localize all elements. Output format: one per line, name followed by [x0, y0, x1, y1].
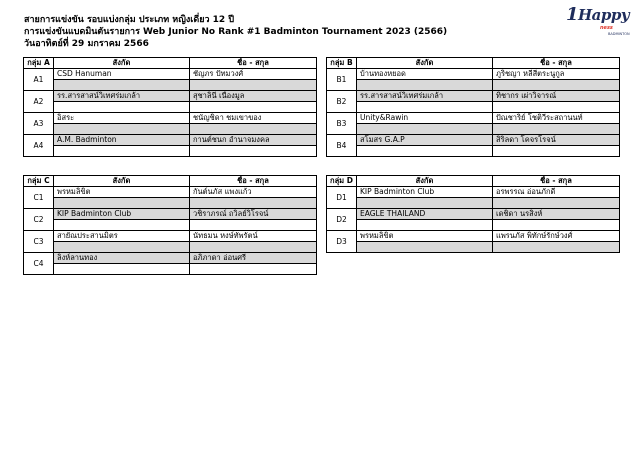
- group-a-table: [23, 57, 317, 157]
- logo-tag: BADMINTON: [608, 32, 630, 36]
- player-name-cell: สิริลดา โคจรโรจน์: [493, 135, 620, 146]
- blank-cell: [493, 220, 620, 231]
- seed-code: A3: [24, 113, 54, 135]
- blank-cell: [190, 102, 317, 113]
- seed-code: A1: [24, 69, 54, 91]
- player-name-cell: อรพรรณ อ่อนภักดี: [493, 187, 620, 198]
- blank-cell: [493, 198, 620, 209]
- blank-cell: [493, 80, 620, 91]
- group-label: กลุ่ม A: [24, 58, 54, 69]
- player-name-cell: สุชาลินี เนื่องมูล: [190, 91, 317, 102]
- seed-code: A4: [24, 135, 54, 157]
- blank-cell: [357, 242, 493, 253]
- header-line-2: การแข่งขันแบดมินตันรายการ Web Junior No Rank #1 Badminton Tournament 2023 (2566): [24, 27, 448, 37]
- club-cell: อิสระ: [54, 113, 190, 124]
- seed-code: C4: [24, 253, 54, 275]
- seed-code: C1: [24, 187, 54, 209]
- seed-code: B3: [327, 113, 357, 135]
- blank-cell: [357, 102, 493, 113]
- group-label: กลุ่ม B: [327, 58, 357, 69]
- club-cell: สายัณประสานมิตร: [54, 231, 190, 242]
- column-name-header: ชื่อ - สกุล: [190, 58, 317, 69]
- blank-cell: [493, 146, 620, 157]
- blank-cell: [493, 124, 620, 135]
- seed-code: B1: [327, 69, 357, 91]
- blank-cell: [357, 220, 493, 231]
- club-cell: รร.สารสาสน์วิเทศร่มเกล้า: [54, 91, 190, 102]
- blank-cell: [190, 220, 317, 231]
- header-line-3: วันอาทิตย์ที่ 29 มกราคม 2566: [24, 39, 149, 49]
- club-cell: Unity&Rawin: [357, 113, 493, 124]
- column-club-header: สังกัด: [357, 58, 493, 69]
- logo-sub: ness: [600, 25, 613, 31]
- group-label: กลุ่ม C: [24, 176, 54, 187]
- club-cell: KIP Badminton Club: [357, 187, 493, 198]
- club-cell: KIP Badminton Club: [54, 209, 190, 220]
- column-club-header: สังกัด: [54, 176, 190, 187]
- seed-code: D2: [327, 209, 357, 231]
- player-name-cell: นัทธมน หงษ์ทัพรัตน์: [190, 231, 317, 242]
- blank-cell: [54, 242, 190, 253]
- blank-cell: [54, 220, 190, 231]
- blank-cell: [190, 242, 317, 253]
- player-name-cell: อภิภาดา อ่อนศรี: [190, 253, 317, 264]
- club-cell: A.M. Badminton: [54, 135, 190, 146]
- player-name-cell: ปัณชาริย์ โชติวีระสถานนท์: [493, 113, 620, 124]
- blank-cell: [357, 146, 493, 157]
- blank-cell: [357, 124, 493, 135]
- blank-cell: [190, 198, 317, 209]
- seed-code: D3: [327, 231, 357, 253]
- club-cell: บ้านทองหยอด: [357, 69, 493, 80]
- club-cell: สโมสร G.A.P: [357, 135, 493, 146]
- blank-cell: [54, 264, 190, 275]
- seed-code: A2: [24, 91, 54, 113]
- club-cell: พรหมลิขิต: [357, 231, 493, 242]
- player-name-cell: แพรนภัส พิทักษ์รักษ์วงศ์: [493, 231, 620, 242]
- player-name-cell: ชนัญชิดา ชมเขาของ: [190, 113, 317, 124]
- blank-cell: [357, 80, 493, 91]
- group-c-table: [23, 175, 317, 275]
- blank-cell: [54, 80, 190, 91]
- column-name-header: ชื่อ - สกุล: [190, 176, 317, 187]
- group-label: กลุ่ม D: [327, 176, 357, 187]
- column-club-header: สังกัด: [54, 58, 190, 69]
- player-name-cell: กันต์นภัส แพงแก้ว: [190, 187, 317, 198]
- club-cell: ลิงห์ลานทอง: [54, 253, 190, 264]
- seed-code: D1: [327, 187, 357, 209]
- blank-cell: [54, 102, 190, 113]
- player-name-cell: วชิราภรณ์ ถวิลย์วิโรจน์: [190, 209, 317, 220]
- seed-code: C3: [24, 231, 54, 253]
- logo-number: 1: [566, 4, 579, 25]
- blank-cell: [493, 242, 620, 253]
- blank-cell: [190, 80, 317, 91]
- blank-cell: [54, 124, 190, 135]
- blank-cell: [357, 198, 493, 209]
- player-name-cell: ทิชากร เผ่าวิจารณ์: [493, 91, 620, 102]
- player-name-cell: เดชิดา นรสิงห์: [493, 209, 620, 220]
- group-d-table: [326, 175, 620, 253]
- player-name-cell: ชัญภร ปัทมวงศ์: [190, 69, 317, 80]
- player-name-cell: กานต์ชนก อำนาจมงคล: [190, 135, 317, 146]
- blank-cell: [190, 264, 317, 275]
- group-b-table: [326, 57, 620, 157]
- seed-code: C2: [24, 209, 54, 231]
- logo-word: Happy: [578, 6, 630, 24]
- club-cell: พรหมลิขิต: [54, 187, 190, 198]
- club-cell: EAGLE THAILAND: [357, 209, 493, 220]
- column-name-header: ชื่อ - สกุล: [493, 176, 620, 187]
- club-cell: รร.สารสาสน์วิเทศร่มเกล้า: [357, 91, 493, 102]
- document-header: [24, 14, 447, 50]
- column-club-header: สังกัด: [357, 176, 493, 187]
- seed-code: B4: [327, 135, 357, 157]
- player-name-cell: ภูริชญา หลีสีตระนูกูล: [493, 69, 620, 80]
- header-line-1: สายการแข่งขัน รอบแบ่งกลุ่ม ประเภท หญิงเดี่ยว 12 ปี: [24, 15, 235, 25]
- blank-cell: [190, 124, 317, 135]
- blank-cell: [493, 102, 620, 113]
- happiness-badminton-logo: [566, 4, 630, 38]
- blank-cell: [54, 146, 190, 157]
- seed-code: B2: [327, 91, 357, 113]
- blank-cell: [54, 198, 190, 209]
- blank-cell: [190, 146, 317, 157]
- column-name-header: ชื่อ - สกุล: [493, 58, 620, 69]
- club-cell: CSD Hanuman: [54, 69, 190, 80]
